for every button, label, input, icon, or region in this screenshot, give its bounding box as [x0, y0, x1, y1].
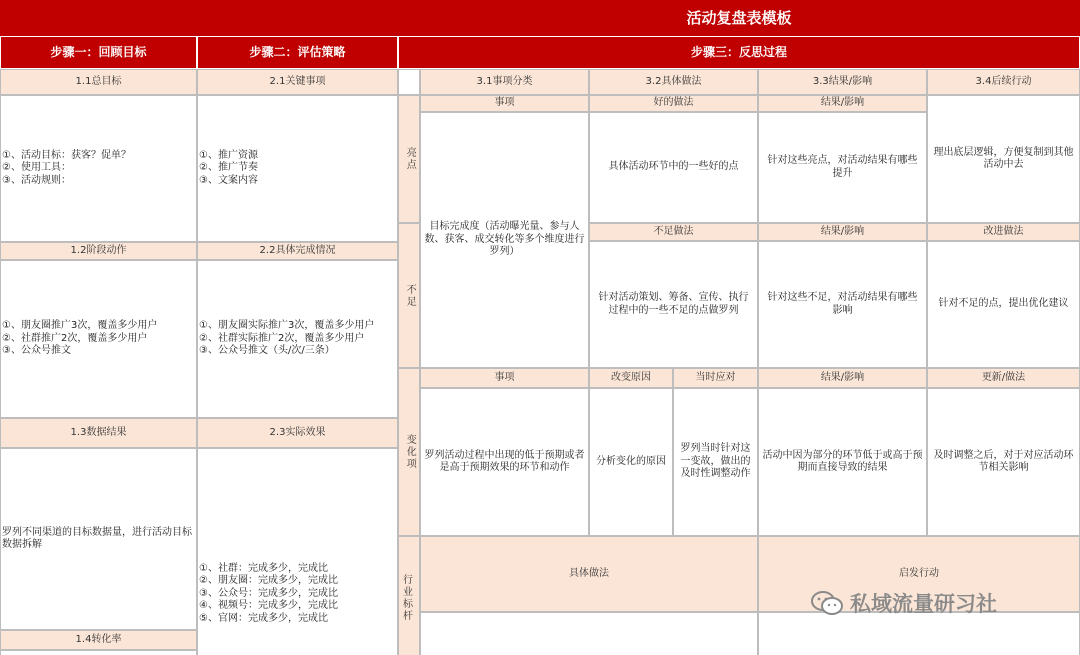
industry-inspire-content	[758, 612, 1080, 655]
shortfall-improve-content: 针对不足的点，提出优化建议	[927, 241, 1080, 368]
change-reason-content: 分析变化的原因	[589, 388, 673, 536]
title-bar-left	[0, 0, 398, 36]
completion-header: 2.2具体完成情况	[197, 242, 398, 260]
highlight-result-content: 针对这些亮点，对活动结果有哪些提升	[758, 112, 927, 223]
result-impact-header: 3.3结果/影响	[758, 69, 927, 95]
completion-content: ①、朋友圈实际推广3次，覆盖多少用户 ②、社群实际推广2次，覆盖多少用户 ③、公众号推文（头/次/三条）	[197, 260, 398, 418]
actual-effect-header: 2.3实际效果	[197, 418, 398, 448]
highlight-action-content: 理出底层逻辑，方便复制到其他活动中去	[927, 95, 1080, 223]
stage-action-header: 1.2阶段动作	[0, 242, 197, 260]
follow-up-action-header: 3.4后续行动	[927, 69, 1080, 95]
change-result-content: 活动中因为部分的环节低于或高于预期而直接导致的结果	[758, 388, 927, 536]
change-item-header: 事项	[420, 368, 589, 388]
shortfall-result-content: 针对这些不足，对活动结果有哪些影响	[758, 241, 927, 368]
change-result-header: 结果/影响	[758, 368, 927, 388]
data-result-header: 1.3数据结果	[0, 418, 197, 448]
highlight-item-content: 目标完成度（活动曝光量、参与人数、获客、成交转化等多个维度进行罗列）	[420, 112, 589, 368]
step-one-header: 步骤一：回顾目标	[0, 36, 197, 69]
row-label-shortfall: 不足	[398, 223, 420, 368]
key-items-header: 2.1关键事项	[197, 69, 398, 95]
shortfall-result-header: 结果/影响	[758, 223, 927, 241]
shortfall-bad-content: 针对活动策划、筹备、宣传、执行过程中的一些不足的点做罗列	[589, 241, 758, 368]
wechat-icon	[810, 590, 844, 616]
row-label-industry: 行业标杆	[398, 536, 420, 655]
change-response-content: 罗列当时针对这一变故，做出的及时性调整动作	[673, 388, 758, 536]
highlight-good-header: 好的做法	[589, 95, 758, 112]
specific-practice-header: 3.2具体做法	[589, 69, 758, 95]
conversion-rate-content	[0, 650, 197, 655]
row-label-highlight: 亮点	[398, 95, 420, 223]
row-label-header-blank	[398, 69, 420, 95]
change-response-header: 当时应对	[673, 368, 758, 388]
conversion-rate-header: 1.4转化率	[0, 630, 197, 650]
shortfall-improve-header: 改进做法	[927, 223, 1080, 241]
industry-inspire-header: 启发行动	[758, 536, 1080, 612]
row-label-change: 变化项	[398, 368, 420, 536]
key-items-content: ①、推广资源 ②、推广节奏 ③、文案内容	[197, 95, 398, 242]
change-update-content: 及时调整之后，对于对应活动环节相关影响	[927, 388, 1080, 536]
change-item-content: 罗列活动过程中出现的低于预期或者是高于预期效果的环节和动作	[420, 388, 589, 536]
industry-practice-content	[420, 612, 758, 655]
shortfall-bad-header: 不足做法	[589, 223, 758, 241]
industry-practice-header: 具体做法	[420, 536, 758, 612]
item-category-header: 3.1事项分类	[420, 69, 589, 95]
change-reason-header: 改变原因	[589, 368, 673, 388]
page-title: 活动复盘表模板	[398, 0, 1080, 36]
step-two-header: 步骤二：评估策略	[197, 36, 398, 69]
highlight-result-header: 结果/影响	[758, 95, 927, 112]
goal-total-header: 1.1总目标	[0, 69, 197, 95]
actual-effect-content: ①、社群：完成多少，完成比 ②、朋友圈：完成多少，完成比 ③、公众号：完成多少，完成比 ④、视频号：完成多少，完成比 ⑤、官网：完成多少，完成比	[197, 448, 398, 655]
step-three-header: 步骤三：反思过程	[398, 36, 1080, 69]
highlight-good-content: 具体活动环节中的一些好的点	[589, 112, 758, 223]
watermark	[810, 588, 997, 618]
change-update-header: 更新/做法	[927, 368, 1080, 388]
goal-total-content: ①、活动目标：获客？促单？ ②、使用工具： ③、活动规则：	[0, 95, 197, 242]
stage-action-content: ①、朋友圈推广3次，覆盖多少用户 ②、社群推广2次，覆盖多少用户 ③、公众号推文	[0, 260, 197, 418]
data-result-content: 罗列不同渠道的目标数据量，进行活动目标 数据拆解	[0, 448, 197, 630]
watermark-text: 私域流量研习社	[850, 592, 997, 616]
highlight-item-header: 事项	[420, 95, 589, 112]
